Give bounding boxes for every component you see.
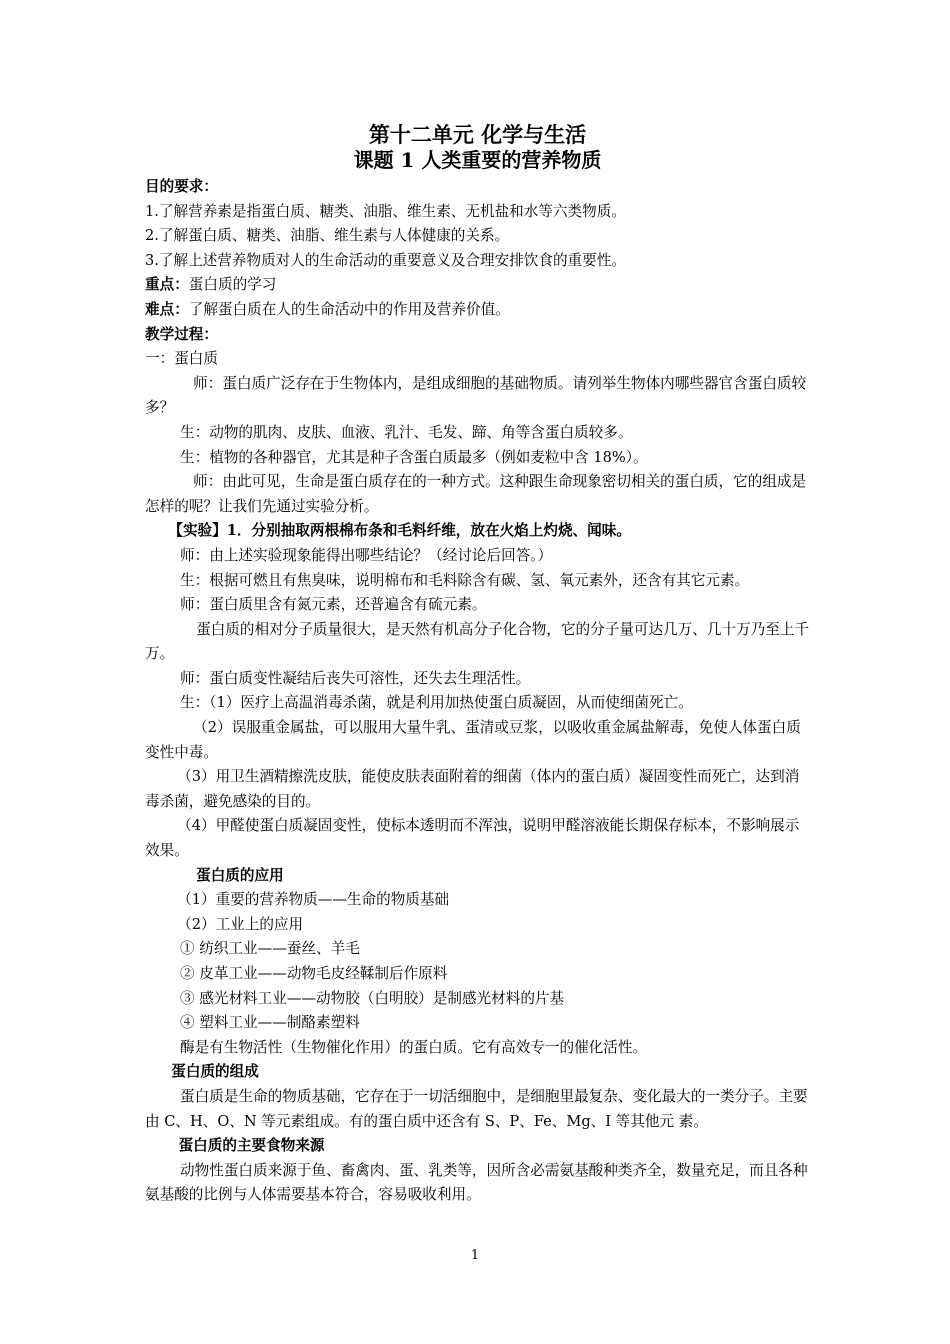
paragraph: 师：由此可见，生命是蛋白质存在的一种方式。这种跟生命现象密切相关的蛋白质，它的组成是怎样的呢？让我们先通过实验分析。 [145,473,807,515]
unit-title: 第十二单元 化学与生活 [368,122,587,147]
focus-line [145,273,810,298]
application-heading: 蛋白质的应用 [196,866,284,884]
paragraph: 师：由上述实验现象能得出哪些结论？（经讨论后回答。） [180,546,553,564]
section-heading: 一：蛋白质 [145,350,218,368]
focus-text: 蛋白质的学习 [188,276,277,294]
experiment-line: 【实验】1．分别抽取两根棉布条和毛料纤维，放在火焰上灼烧、闻味。 [168,522,631,540]
page-number: 1 [470,1248,480,1263]
focus-label: 重点： [145,276,189,294]
application-item: （1）重要的营养物质——生命的物质基础 [177,891,450,909]
paragraph: 生：（1）医疗上高温消毒杀菌，就是利用加热使蛋白质凝固，从而使细菌死亡。 [180,694,693,712]
objective-item: 1.了解营养素是指蛋白质、糖类、油脂、维生素、无机盐和水等六类物质。 [145,202,626,220]
sources-heading: 蛋白质的主要食物来源 [178,1137,325,1155]
objectives-heading: 目的要求： [145,178,218,195]
application-item: ① 纺织工业——蚕丝、羊毛 [180,940,360,958]
application-item: ④ 塑料工业——制酪素塑料 [180,1014,360,1032]
lesson-title: 课题 1 人类重要的营养物质 [353,148,602,172]
application-item: ② 皮革工业——动物毛皮经鞣制后作原料 [180,965,448,982]
difficulty-label: 难点： [145,300,189,318]
paragraph: （3）用卫生酒精擦洗皮肤，能使皮肤表面附着的细菌（体内的蛋白质）凝固变性而死亡，达到消毒杀菌，避免感染的目的。 [145,768,800,810]
paragraph: （2）误服重金属盐，可以服用大量牛乳、蛋清或豆浆，以吸收重金属盐解毒，免使人体蛋白质变性中毒。 [145,719,801,761]
composition-text: 蛋白质是生命的物质基础，它存在于一切活细胞中，是细胞里最复杂、变化最大的一类分子。主要由 C、H、O、N 等元素组成。有的蛋白质中还含有 S、P、Fe、Mg、I 等其他元 素。 [145,1087,808,1130]
paragraph: 师：蛋白质广泛存在于生物体内，是组成细胞的基础物质。请列举生物体内哪些器官含蛋白质较多？ [145,374,807,417]
application-item: ③ 感光材料工业——动物胶（白明胶）是制感光材料的片基 [180,989,565,1007]
paragraph: 生：动物的肌肉、皮肤、血液、乳汁、毛发、蹄、角等含蛋白质较多。 [180,423,633,441]
difficulty-text: 了解蛋白质在人的生命活动中的作用及营养价值。 [188,300,510,318]
paragraph: 生：根据可燃且有焦臭味，说明棉布和毛料除含有碳、氢、氧元素外，还含有其它元素。 [180,571,750,589]
paragraph: 师：蛋白质里含有氮元素，还普遍含有硫元素。 [180,596,487,614]
objective-item: 3.了解上述营养物质对人的生命活动的重要意义及合理安排饮食的重要性。 [145,251,626,269]
paragraph: 蛋白质的相对分子质量很大，是天然有机高分子化合物，它的分子量可达几万、几十万乃至上千万。 [145,620,810,663]
process-heading: 教学过程： [145,325,218,343]
difficulty-line [145,298,810,323]
composition-heading: 蛋白质的组成 [171,1063,259,1081]
paragraph: （4）甲醛使蛋白质凝固变性，使标本透明而不浑浊，说明甲醛溶液能长期保存标本，不影响展示效果。 [145,817,800,860]
paragraph: 生：植物的各种器官，尤其是种子含蛋白质最多（例如麦粒中含 18%）。 [180,448,648,466]
objective-item: 2.了解蛋白质、糖类、油脂、维生素与人体健康的关系。 [145,227,510,245]
application-item: （2）工业上的应用 [177,915,304,933]
document-body [145,122,810,1208]
paragraph: 师：蛋白质变性凝结后丧失可溶性，还失去生理活性。 [180,669,531,687]
sources-text: 动物性蛋白质来源于鱼、畜禽肉、蛋、乳类等，因所含必需氨基酸种类齐全，数量充足，而且各种氨基酸的比例与人体需要基本符合，容易吸收利用。 [145,1161,808,1204]
enzyme-line: 酶是有生物活性（生物催化作用）的蛋白质。它有高效专一的催化活性。 [180,1038,648,1056]
